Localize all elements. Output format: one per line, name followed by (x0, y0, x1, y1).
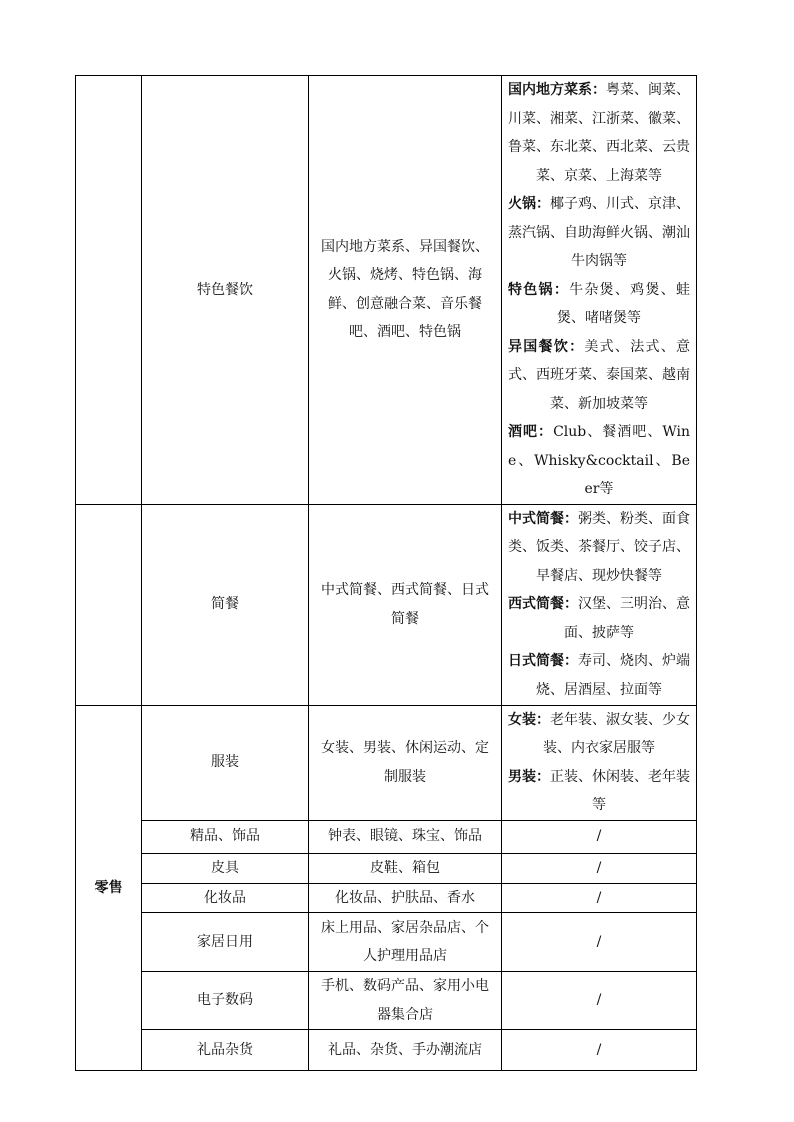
detail-item (508, 590, 690, 647)
detail-item (508, 418, 690, 504)
detail-item (508, 190, 690, 276)
subcategory-name: 化妆品 (142, 883, 309, 913)
subcategory-scope: 皮鞋、箱包 (309, 853, 502, 883)
detail-item (508, 76, 690, 190)
detail-text: 粤菜、闽菜、川菜、湘菜、江浙菜、徽菜、鲁菜、东北菜、西北菜、云贵菜、京菜、上海菜等 (508, 82, 690, 184)
detail-text: 寿司、烧肉、炉端烧、居酒屋、拉面等 (536, 653, 690, 698)
subcategory-name: 精品、饰品 (142, 820, 309, 853)
category-retail: 零售 (76, 705, 142, 1071)
subcategory-name: 皮具 (142, 853, 309, 883)
subcategory-name: 特色餐饮 (142, 76, 309, 505)
detail-item (508, 333, 690, 419)
subcategory-scope: 床上用品、家居杂品店、个人护理用品店 (309, 913, 502, 972)
detail-label: 国内地方菜系： (508, 82, 606, 98)
detail-label: 女装： (508, 711, 550, 728)
subcategory-scope: 女装、男装、休闲运动、定制服装 (309, 705, 502, 820)
subcategory-scope: 手机、数码产品、家用小电器集合店 (309, 972, 502, 1030)
detail-label: 西式简餐： (508, 596, 578, 613)
subcategory-details-empty: / (502, 820, 697, 853)
subcategory-name: 家居日用 (142, 913, 309, 972)
detail-text: 老年装、淑女装、少女装、内衣家居服等 (543, 711, 690, 756)
detail-item (508, 505, 690, 591)
table-row (76, 913, 697, 972)
detail-text: 正装、休闲装、老年装等 (550, 768, 690, 813)
table-row (76, 820, 697, 853)
table-row (76, 76, 697, 505)
table-row (76, 883, 697, 913)
subcategory-scope: 化妆品、护肤品、香水 (309, 883, 502, 913)
subcategory-details-empty: / (502, 913, 697, 972)
subcategory-details-empty: / (502, 883, 697, 913)
subcategory-details-empty: / (502, 972, 697, 1030)
category-table (75, 75, 697, 1071)
detail-label: 火锅： (508, 196, 550, 212)
detail-text: 美式、法式、意式、西班牙菜、泰国菜、越南菜、新加坡菜等 (508, 338, 691, 412)
subcategory-details-empty: / (502, 1030, 697, 1071)
table-row (76, 1030, 697, 1071)
detail-text: 椰子鸡、川式、京津、蒸汽锅、自助海鲜火锅、潮汕牛肉锅等 (508, 196, 690, 269)
detail-text: 牛杂煲、鸡煲、蛙煲、啫啫煲等 (557, 281, 691, 326)
detail-item (508, 763, 690, 820)
detail-text: 汉堡、三明治、意面、披萨等 (564, 596, 690, 641)
detail-item (508, 647, 690, 704)
table-row (76, 972, 697, 1030)
subcategory-scope: 国内地方菜系、异国餐饮、火锅、烧烤、特色锅、海鲜、创意融合菜、音乐餐吧、酒吧、特色锅 (309, 76, 502, 505)
category-cell-blank (76, 76, 142, 505)
subcategory-details (502, 705, 697, 820)
subcategory-name: 服装 (142, 705, 309, 820)
detail-label: 酒吧： (508, 424, 554, 440)
subcategory-scope: 礼品、杂货、手办潮流店 (309, 1030, 502, 1071)
subcategory-name: 礼品杂货 (142, 1030, 309, 1071)
detail-item (508, 706, 690, 763)
detail-label: 中式简餐： (508, 510, 578, 527)
table-row (76, 705, 697, 820)
subcategory-details (502, 504, 697, 705)
table-row (76, 504, 697, 705)
detail-text: 粥类、粉类、面食类、饭类、茶餐厅、饺子店、早餐店、现炒快餐等 (508, 510, 690, 584)
subcategory-details-empty: / (502, 853, 697, 883)
detail-label: 男装： (508, 768, 550, 785)
category-cell-blank (76, 504, 142, 705)
subcategory-details (502, 76, 697, 505)
detail-label: 日式简餐： (508, 653, 578, 670)
detail-text: Club、餐酒吧、Wine、Whisky&cocktail、Beer等 (508, 424, 690, 497)
table-row (76, 853, 697, 883)
subcategory-name: 简餐 (142, 504, 309, 705)
subcategory-name: 电子数码 (142, 972, 309, 1030)
subcategory-scope: 钟表、眼镜、珠宝、饰品 (309, 820, 502, 853)
detail-label: 特色锅： (508, 281, 570, 298)
detail-label: 异国餐饮： (508, 338, 585, 355)
subcategory-scope: 中式简餐、西式简餐、日式简餐 (309, 504, 502, 705)
detail-item (508, 276, 690, 333)
